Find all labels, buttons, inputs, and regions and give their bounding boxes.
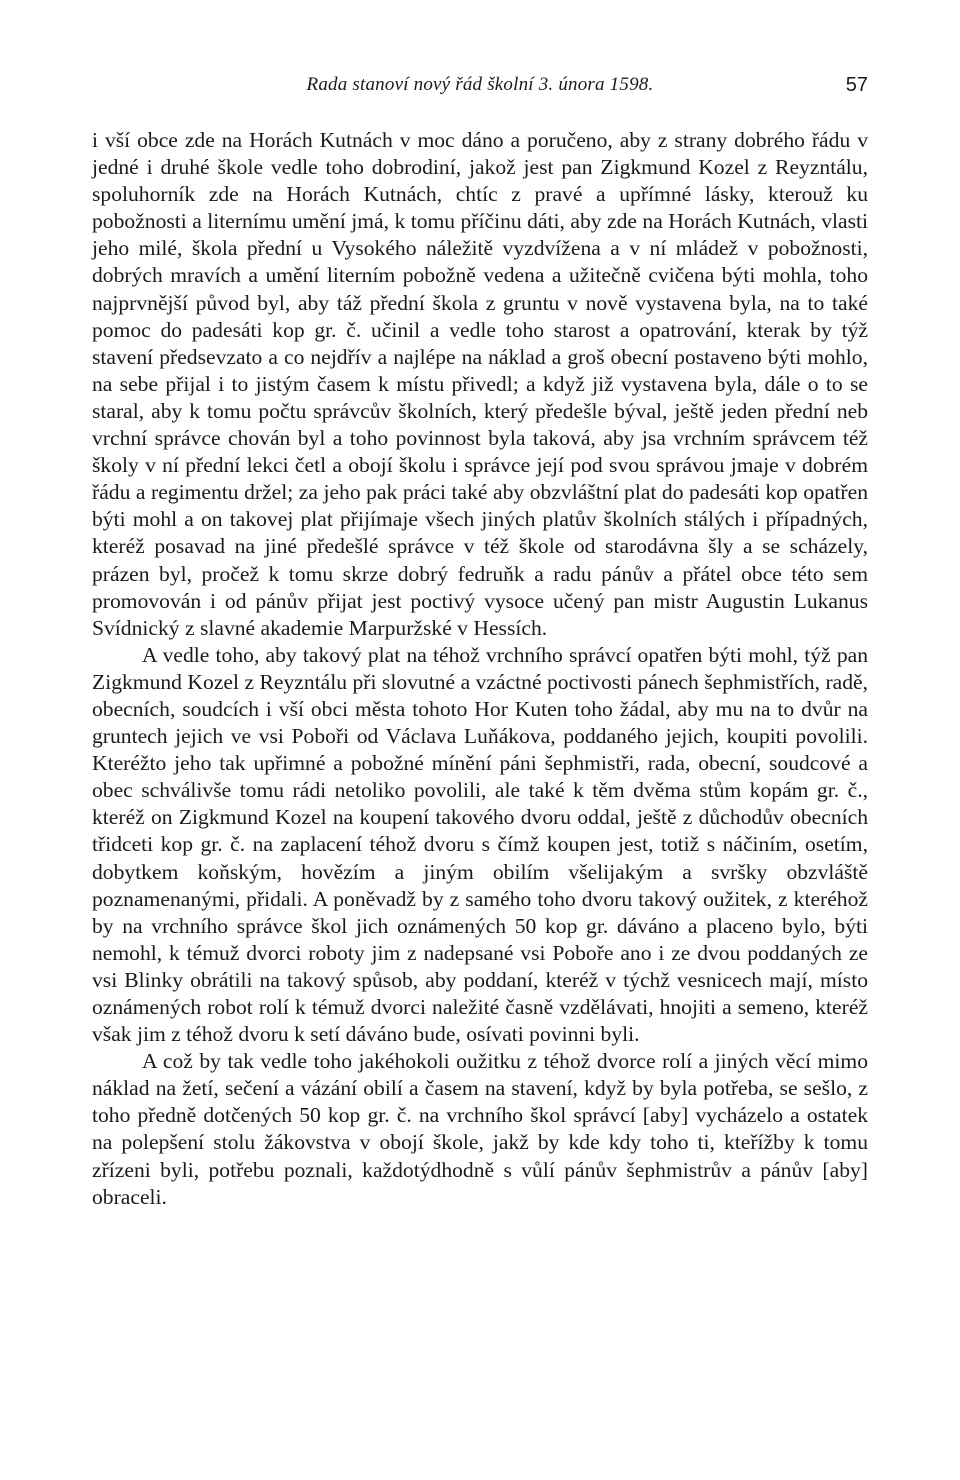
running-title: Rada stanoví nový řád školní 3. února 1598.: [306, 74, 654, 95]
paragraph-3: A což by tak vedle toho jakéhokoli oužitku z téhož dvorce rolí a jiných věcí mimo náklad na žetí, sečení a vázání obilí a časem na stavení, když by byla potřeba, se sešlo, z toho předně dotčených 50 kop gr. č. na vrchního škol správcí [aby] vycházelo a ostatek na polepšení stolu žákovstva v obojí škole, jakž by kde kdy toho ti, kteřížby k tomu zřízeni byli, potřebu poznali, každotýdhodně s vůlí pánův šephmistrův a pánův [aby] obraceli.: [92, 1049, 868, 1209]
paragraph-2: A vedle toho, aby takový plat na téhož vrchního správcí opatřen býti mohl, týž pan Zigkmund Kozel z Reyzntálu při slovutné a vzáctné poctivosti pánech šephmistřích, radě, obecních, soudcích i vší obci města tohoto Hor Kuten toho žádal, aby mu na to dvůr na gruntech jejich ve vsi Poboři od Václava Luňákova, poddaného jejich, koupiti povolili. Kteréžto jeho tak upřimné a pobožné mínění páni šephmistři, rada, obecní, soudcové a obec schválivše tomu rádi netoliko povolili, ale také k těm dvěma stům kopám gr. č., kteréž on Zigkmund Kozel na koupení takového dvoru oddal, ještě z důchodův obecních třidceti kop gr. č. na zaplacení téhož dvoru s čímž koupen jest, totiž s náčiním, osetím, dobytkem koňským, hovězím a jiným obilím všelijakým a svršky obzvláště poznamenanými, přidali. A poněvadž by z samého toho dvoru takový oužitek, z kteréhož by na vrchního správce škol jich oznámených 50 kop gr. dáváno a placeno bylo, býti nemohl, k témuž dvorci roboty jim z nadepsané vsi Pobořе ano i ze dvou poddaných ze vsi Blinky obrátili na takový spůsob, aby poddaní, kteréž v týchž vesnicech mají, místo oznámených robot rolí k témuž dvorci naležité časně vzdělávati, hnojiti a semeno, kteréž však jim z téhož dvoru k setí dáváno bude, osívati povinni byli.: [92, 642, 868, 1047]
page-number: 57: [845, 74, 868, 96]
body-text: [92, 127, 868, 1211]
running-head: [92, 74, 868, 100]
paragraph-1: i vší obce zde na Horách Kutnách v moc dáno a poručeno, aby z strany dobrého řádu v jedné i druhé škole vedle toho dobrodiní, jakož jest pan Zigkmund Kozel z Reyzntálu, spoluhorník zde na Horách Kutnách, chtíc z pravé a upřímné lásky, kterouž ku pobožnosti a liternímu umění jmá, k tomu příčinu dáti, aby zde na Horách Kutnách, vlasti jeho milé, škola přední u Vysokého náležitě vyzdvížena a v ní mládež v pobožnosti, dobrých mravích a umění literním pobožně vedena a užitečně cvičena býti mohla, toho najprvnější původ byl, aby táž přední škola z gruntu v nově vystavena byla, na to také pomoc do padesáti kop gr. č. učinil a vedle toho starost a opatrování, kterak by týž stavení předsevzato a co nejdřív a najlépe na náklad a groš obecní postaveno býti mohlo, na sebe přijal i to jistým časem k místu přivedl; a když již vystavena byla, dále o to se staral, aby k tomu počtu správcův školních, který předešle býval, ještě jeden přední neb vrchní správce chován byl a toho povinnost byla taková, aby jsa vrchním správcem též školy v ní přední lekci četl a obojí školu i správce její pod svou správou jmaje v dobrém řádu a regimentu držel; za jeho pak práci také aby obzvláštní plat do padesáti kop opatřen býti mohl a on takovej plat přijímaje všech jiných platův školních stálých i případných, kteréž posavad na jiné předešlé správce v též škole od starodávna šly a se scházely, prázen byl, pročež k tomu skrze dobrý fedruňk a radu pánův a přátel obce této sem promovován i od pánův přijat jest poctivý vysoce učený pan mistr Augustin Lukanus Svídnický z slavné akademie Marpuržské v Hessích.: [92, 128, 868, 640]
